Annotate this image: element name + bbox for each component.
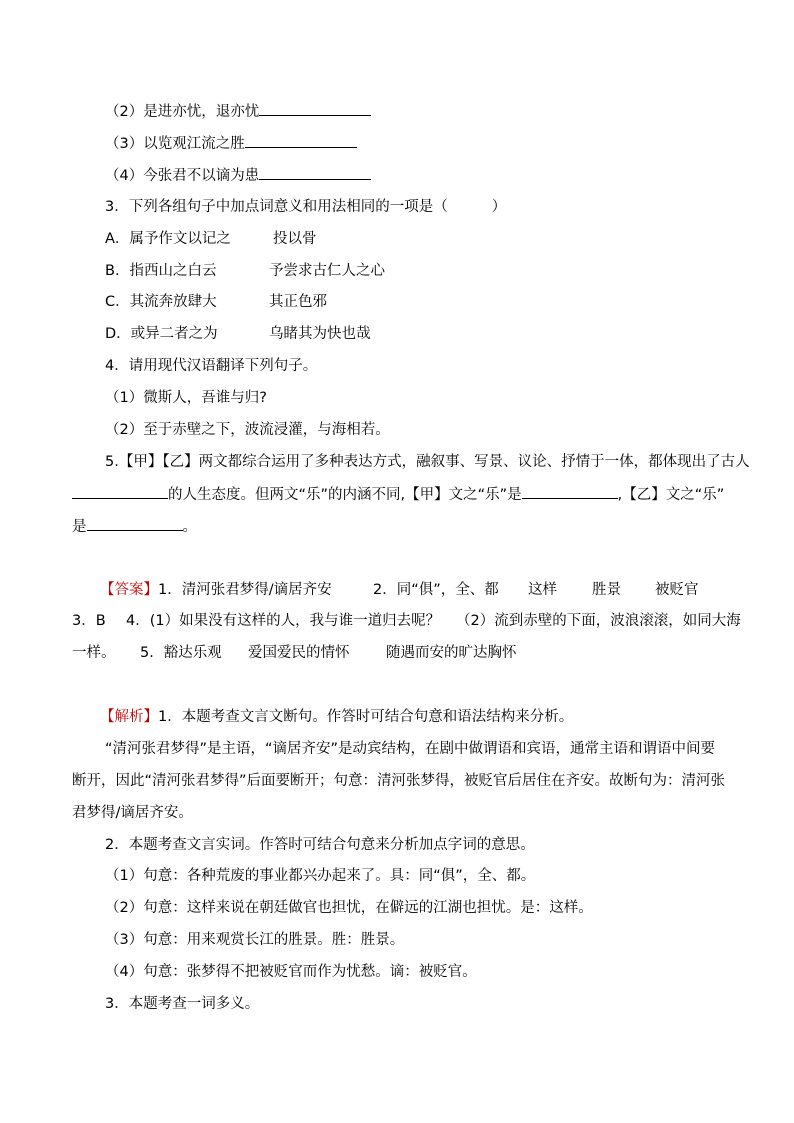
q5-line-3-text-a: 是: [72, 519, 87, 535]
option-d-left: D．或异二者之为: [105, 326, 218, 342]
answer-part: 5．豁达乐观: [140, 645, 222, 661]
q5-line-3-text-b: 。: [182, 519, 197, 535]
option-c-right: 其正色邪: [269, 294, 327, 310]
answer-blank[interactable]: [522, 484, 618, 499]
q4-item-1: （1）微斯人，吾谁与归?: [105, 390, 267, 406]
q3-option-d: [105, 324, 371, 344]
option-a-left: A．属予作文以记之: [105, 231, 231, 247]
analysis-para-line: 断开，因此“清河张君梦得”后面要断开；句意：清河张梦得，被贬官后居住在齐安。故断句为：清河张: [72, 773, 726, 789]
answer-part: 随遇而安的旷达胸怀: [386, 645, 517, 661]
analysis-q2-item: （2）句意：这样来说在朝廷做官也担忧，在僻远的江湖也担忧。是：这样。: [105, 900, 593, 916]
q3-option-c: [105, 292, 327, 312]
answer-part: 3．B: [72, 613, 106, 629]
answer-part: 一样。: [72, 645, 116, 661]
answer-blank[interactable]: [259, 165, 371, 180]
answer-part: 这样: [528, 582, 557, 598]
q2-item-4: [105, 165, 371, 186]
option-c-left: C．其流奔放肆大: [105, 294, 217, 310]
q5-line-3: [72, 516, 197, 537]
analysis-q2-item: （4）句意：张梦得不把被贬官而作为忧愁。谪：被贬官。: [105, 964, 477, 980]
analysis-line-1: [100, 707, 573, 727]
answer-part: 4．(1）如果没有这样的人，我与谁一道归去呢？: [126, 613, 441, 629]
analysis-q2: 2．本题考查文言实词。作答时可结合句意来分析加点字词的意思。: [105, 837, 535, 853]
option-b-right: 予尝求古仁人之心: [269, 263, 385, 279]
q5-line-2: [72, 484, 724, 505]
analysis-q3: 3．本题考查一词多义。: [105, 996, 260, 1012]
q3-stem-close: ）: [491, 199, 507, 215]
answer-blank[interactable]: [245, 133, 357, 148]
q3-option-a: [105, 229, 317, 249]
q5-line-2-text-b: ,【乙】文之“乐”: [617, 487, 725, 503]
answer-label: 【答案】: [100, 582, 158, 598]
q5-line-2-text-a: 的人生态度。但两文“乐”的内涵不同,【甲】文之“乐”是: [168, 487, 522, 503]
q3-option-b: [105, 261, 385, 281]
analysis-first-text: 1．本题考查文言文断句。作答时可结合句意和语法结构来分析。: [158, 709, 574, 725]
analysis-para-line: “清河张君梦得”是主语，“谪居齐安”是动宾结构，在剧中做谓语和宾语，通常主语和谓语中间要: [105, 741, 716, 757]
analysis-label: 【解析】: [100, 709, 158, 725]
q4-item-2: （2）至于赤壁之下，波流浸灌，与海相若。: [105, 422, 390, 438]
answer-blank[interactable]: [87, 516, 183, 531]
q3-stem: [105, 197, 506, 217]
q2-item-3: [105, 133, 357, 154]
analysis-q2-item: （1）句意：各种荒废的事业都兴办起来了。具：同“俱”，全、都。: [105, 868, 536, 884]
answer-part: （2）流到赤壁的下面，波浪滚滚，如同大海: [456, 613, 741, 629]
q4-stem: 4．请用现代汉语翻译下列句子。: [105, 358, 318, 374]
answer-line-2: [72, 611, 741, 631]
answer-line-3: [72, 643, 517, 663]
q2-item-4-text: （4）今张君不以谪为患: [105, 168, 260, 184]
q5-line-1: 5.【甲】【乙】两文都综合运用了多种表达方式，融叙事、写景、议论、抒情于一体，都体现出了古人: [105, 454, 750, 470]
q2-item-2: [105, 101, 371, 122]
answer-line-1: [100, 580, 699, 600]
answer-part: 2．同“俱”，全、都: [373, 582, 499, 598]
analysis-q2-item: （3）句意：用来观赏长江的胜景。胜：胜景。: [105, 932, 405, 948]
option-d-right: 乌睹其为快也哉: [269, 326, 371, 342]
option-b-left: B．指西山之白云: [105, 263, 217, 279]
answer-part: 爱国爱民的情怀: [248, 645, 350, 661]
answer-part: 胜景: [592, 582, 621, 598]
answer-part: 1．清河张君梦得/谪居齐安: [158, 582, 332, 598]
q2-item-2-text: （2）是进亦忧，退亦忧: [105, 104, 260, 120]
answer-part: 被贬官: [655, 582, 699, 598]
option-a-right: 投以骨: [273, 231, 317, 247]
q2-item-3-text: （3）以览观江流之胜: [105, 136, 245, 152]
answer-blank[interactable]: [72, 484, 168, 499]
analysis-para-line: 君梦得/谪居齐安。: [72, 805, 193, 821]
q3-stem-text: 3．下列各组句子中加点词意义和用法相同的一项是（: [105, 199, 448, 215]
answer-blank[interactable]: [259, 101, 371, 116]
